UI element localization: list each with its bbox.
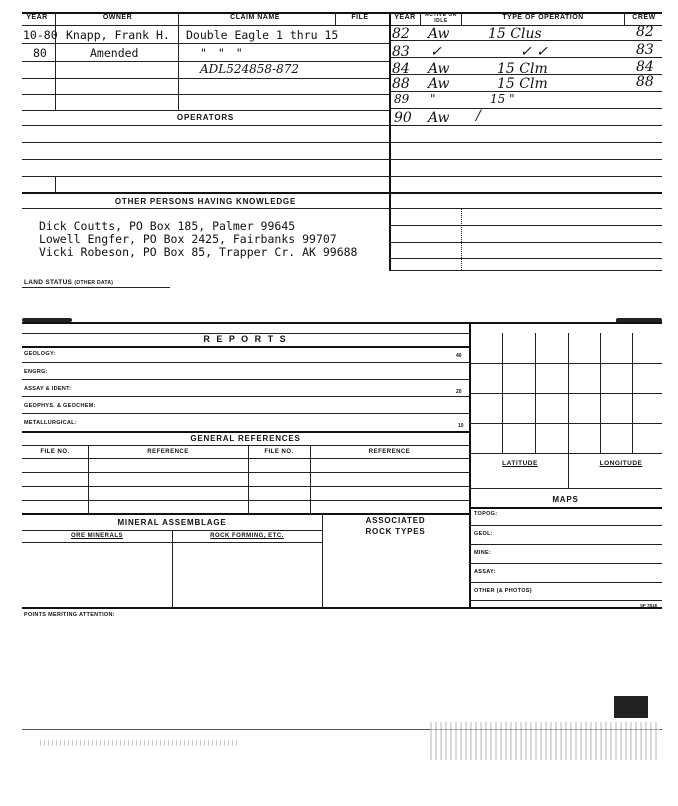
ref-header-file-no-1: FILE NO. [40, 449, 70, 455]
report-rule-4 [22, 413, 469, 414]
claim-row-1-claim: Double Eagle 1 thru 15 [186, 28, 339, 42]
associated-rock-label-1: ASSOCIATED [365, 516, 426, 525]
claims-header-claim-name: CLAIM NAME [230, 14, 280, 21]
activity-header-crew: CREW [632, 14, 656, 21]
report-geophys-label: GEOPHYS. & GEOCHEM: [24, 403, 96, 409]
operators-rule-4 [22, 176, 389, 177]
claim-row-1-year: 10-80 [23, 28, 58, 42]
ref-col-divider-1 [88, 445, 89, 513]
activity-row-rule-7 [389, 142, 662, 143]
activity-col-divider-3 [624, 12, 625, 25]
report-rule-1 [22, 362, 469, 363]
activity-row-5-status: " [430, 92, 436, 106]
operators-rule-2 [22, 142, 389, 143]
assoc-col-divider [322, 513, 323, 607]
claims-row-rule-5 [22, 110, 389, 111]
general-references-title-rule [22, 445, 469, 446]
maps-rule-4 [469, 582, 662, 583]
claims-header-file: FILE [351, 14, 369, 21]
land-status-label [24, 279, 113, 286]
ref-bottom-rule [22, 513, 469, 515]
activity-row-4-type: 15 Clm [497, 76, 548, 92]
report-metallurgical-label: METALLURGICAL: [24, 420, 77, 426]
activity-row-6-status: Aw [428, 110, 450, 126]
activity-row-rule-14 [389, 258, 662, 259]
other-persons-label: OTHER PERSONS HAVING KNOWLEDGE [114, 197, 297, 206]
maps-rule-1 [469, 525, 662, 526]
activity-row-3-status: Aw [428, 61, 450, 77]
activity-row-2-type: ✓ ✓ [520, 44, 548, 60]
activity-header-type: TYPE OF OPERATION [502, 14, 584, 21]
report-assay-num: 20 [456, 389, 462, 395]
ref-header-file-no-2: FILE NO. [264, 449, 294, 455]
activity-row-2-status: ✓ [430, 44, 442, 60]
scan-noise-right [430, 722, 660, 760]
activity-row-1-year: 82 [392, 26, 410, 42]
associated-rock-label-2: ROCK TYPES [365, 527, 426, 536]
land-status-title: LAND STATUS [24, 279, 73, 286]
activity-row-rule-5 [389, 108, 662, 109]
reports-title: R E P O R T S [203, 334, 288, 344]
activity-row-rule-12 [389, 225, 662, 226]
claims-row-rule-3 [22, 78, 389, 79]
ref-col-divider-3 [310, 445, 311, 513]
activity-header-active: ACTIVE OR IDLE [425, 12, 457, 24]
maps-assay-label: ASSAY: [474, 569, 496, 575]
land-status-underline [22, 287, 170, 288]
activity-left-border [389, 12, 391, 270]
grid-row-4 [469, 453, 662, 454]
claim-row-2-owner: Amended [90, 46, 139, 60]
claims-row-rule-4 [22, 94, 389, 95]
latitude-label: LATITUDE [502, 460, 538, 467]
activity-bottom-rule [389, 270, 662, 271]
activity-row-rule-8 [389, 159, 662, 160]
maps-title: MAPS [552, 495, 579, 504]
rock-forming-label: ROCK FORMING, ETC. [210, 533, 284, 539]
claims-col-divider-3 [335, 12, 336, 25]
maps-geol-label: GEOL: [474, 531, 493, 537]
maps-rule-3 [469, 563, 662, 564]
claims-header-owner: OWNER [102, 14, 133, 21]
ore-minerals-label: ORE MINERALS [70, 533, 123, 539]
operators-rule-1 [22, 125, 389, 126]
activity-row-1-type: 15 Clus [488, 26, 542, 42]
activity-row-rule-11 [389, 208, 662, 209]
maps-rule-2 [469, 544, 662, 545]
ref-row-rule-1 [22, 472, 469, 473]
report-rule-5 [22, 431, 469, 433]
activity-row-6-type: / [476, 108, 481, 124]
maps-topog-label: TOPOG: [474, 511, 498, 517]
other-person-2: Lowell Engfer, PO Box 2425, Fairbanks 99707 [39, 232, 337, 246]
maps-other-label: OTHER (& PHOTOS) [474, 588, 532, 594]
activity-row-1-status: Aw [428, 26, 450, 42]
ref-header-reference-1: REFERENCE [147, 449, 189, 455]
points-meriting-attention-label: POINTS MERITING ATTENTION: [24, 612, 115, 618]
activity-row-rule-10 [389, 192, 662, 194]
report-geology-num: 40 [456, 353, 462, 359]
right-column-border [469, 322, 471, 607]
activity-row-3-crew: 84 [636, 59, 654, 75]
grid-row-2 [469, 393, 662, 394]
operators-label: OPERATORS [176, 113, 235, 122]
latlong-bottom-rule [469, 488, 662, 489]
reports-header-rule [22, 346, 469, 348]
maps-title-rule [469, 507, 662, 509]
other-person-1: Dick Coutts, PO Box 185, Palmer 99645 [39, 219, 296, 233]
maps-mine-label: MINE: [474, 550, 492, 556]
claims-header-rule [22, 25, 389, 26]
longitude-label: LONGITUDE [599, 460, 643, 467]
report-metallurgical-num: 10 [458, 423, 464, 429]
activity-row-1-crew: 82 [636, 24, 654, 40]
general-references-title: GENERAL REFERENCES [190, 434, 301, 443]
report-rule-3 [22, 396, 469, 397]
other-persons-rule [22, 208, 389, 209]
claim-row-2-claim: " " " [200, 46, 245, 60]
activity-row-rule-13 [389, 242, 662, 243]
activity-col-divider-1 [420, 12, 421, 25]
activity-row-3-year: 84 [392, 61, 410, 77]
grid-row-1 [469, 363, 662, 364]
operators-rule-3 [22, 159, 389, 160]
activity-row-6-year: 90 [394, 110, 412, 126]
activity-row-5-year: 89 [394, 92, 410, 106]
ref-col-divider-2 [248, 445, 249, 513]
activity-row-4-crew: 88 [636, 74, 654, 90]
activity-row-3-type: 15 Clm [497, 61, 548, 77]
mineral-assemblage-title: MINERAL ASSEMBLAGE [117, 518, 227, 527]
claims-header-year: YEAR [26, 14, 48, 21]
other-person-3: Vicki Robeson, PO Box 85, Trapper Cr. AK 99688 [39, 245, 358, 259]
activity-header-year: YEAR [394, 14, 416, 21]
ref-header-rule [22, 458, 469, 459]
mineral-col-divider [172, 530, 173, 607]
ref-row-rule-2 [22, 486, 469, 487]
maps-rule-5 [469, 600, 662, 601]
claims-row-rule-1 [22, 43, 389, 44]
activity-row-4-year: 88 [392, 76, 410, 92]
operators-tick [55, 176, 56, 192]
section-divider [22, 322, 662, 324]
latlong-divider [568, 453, 569, 488]
scan-dark-block [614, 696, 648, 718]
operators-rule-5 [22, 192, 389, 194]
claim-row-1-owner: Knapp, Frank H. [66, 28, 170, 42]
grid-row-3 [469, 423, 662, 424]
mineral-bottom-rule [22, 607, 662, 609]
activity-row-rule-9 [389, 176, 662, 177]
activity-lower-divider [461, 208, 462, 270]
report-geology-label: GEOLOGY: [24, 351, 56, 357]
report-engrg-label: ENGRG: [24, 369, 48, 375]
ref-header-reference-2: REFERENCE [368, 449, 411, 455]
scan-noise-left [40, 740, 240, 746]
activity-row-2-crew: 83 [636, 42, 654, 58]
activity-row-5-type: 15 " [490, 92, 515, 106]
activity-row-2-year: 83 [392, 44, 410, 60]
report-assay-label: ASSAY & IDENT: [24, 386, 72, 392]
claim-row-3-case-number: ADL524858-872 [200, 62, 300, 76]
land-status-subtitle: (OTHER DATA) [74, 280, 114, 286]
form-code: SF 7818 [640, 603, 658, 608]
activity-row-4-status: Aw [428, 76, 450, 92]
report-rule-2 [22, 379, 469, 380]
claim-row-2-year: 80 [33, 46, 47, 60]
ref-row-rule-3 [22, 500, 469, 501]
activity-col-divider-2 [461, 12, 462, 25]
